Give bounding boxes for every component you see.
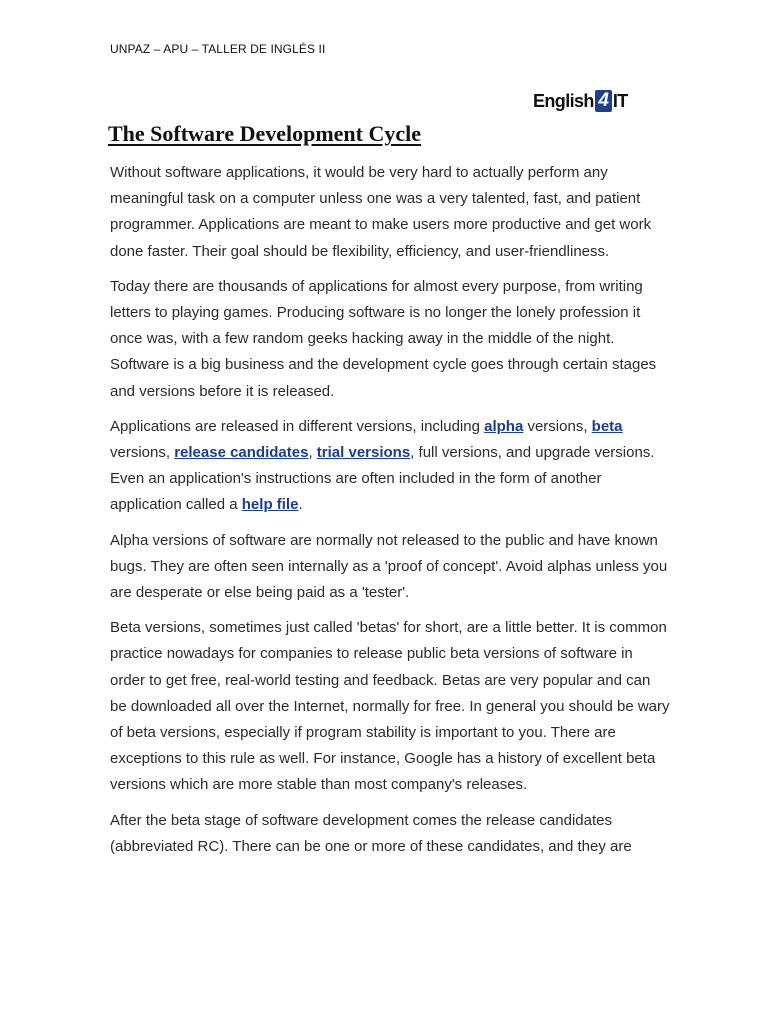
document-title: The Software Development Cycle (108, 121, 422, 146)
paragraph-intro: Without software applications, it would be very hard to actually perform any meaningful task on a computer unless one was a very talented, fast, and patient programmer. Applications are meant to make users more productive and get work done faster. Their goal should be flexibility, efficiency, and user-friendliness. (110, 164, 652, 260)
paragraph-thousands-of-applications: Today there are thousands of applications for almost every purpose, from writing letters to playing games. Producing software is no longer the lonely profession it once was, with a few random geeks hacking away in the middle of the night. Software is a big business and the development cycle goes through certain stages and versions before it is released. (110, 277, 657, 400)
link-help-file[interactable]: help file (241, 496, 299, 514)
running-header: UNPAZ – APU – TALLER DE INGLÉS II (110, 42, 326, 56)
paragraph-text: . (298, 496, 303, 514)
paragraph-text: Applications are released in different versions, including (110, 417, 485, 435)
link-release-candidates[interactable]: release candidates (174, 444, 309, 462)
paragraph-text: , full versions, and upgrade versions. Even an application's instructions are often included in the form of another application called a (110, 444, 655, 514)
english4it-logo (533, 88, 628, 114)
paragraph-versions (110, 414, 670, 519)
logo-digit-box: 4 (595, 90, 612, 112)
paragraph-alpha-versions: Alpha versions of software are normally not released to the public and have known bugs. They are often seen internally as a 'proof of concept'. Avoid alphas unless you are desperate or else being paid as a 'tester'. (110, 531, 668, 602)
document-body (110, 160, 670, 869)
link-beta[interactable]: beta (591, 417, 623, 435)
logo-text-english: English (533, 90, 594, 111)
paragraph-release-candidates: After the beta stage of software development comes the release candidates (abbreviated RC). There can be one or more of these candidates, and they are (110, 811, 632, 855)
paragraph-text: versions, (110, 444, 175, 462)
link-alpha[interactable]: alpha (484, 417, 524, 435)
paragraph-text: versions, (523, 417, 592, 435)
paragraph-text: , (308, 444, 317, 462)
logo-text-it: IT (612, 90, 628, 111)
paragraph-beta-versions: Beta versions, sometimes just called 'betas' for short, are a little better. It is common practice nowadays for companies to release public beta versions of software in order to get free, real-world testing and feedback. Betas are very popular and can be downloaded all over the Internet, normally for free. In general you should be wary of beta versions, especially if program stability is important to you. There are exceptions to this rule as well. For instance, Google has a history of excellent beta versions which are more stable than most company's releases. (110, 619, 670, 794)
link-trial-versions[interactable]: trial versions (316, 444, 411, 462)
